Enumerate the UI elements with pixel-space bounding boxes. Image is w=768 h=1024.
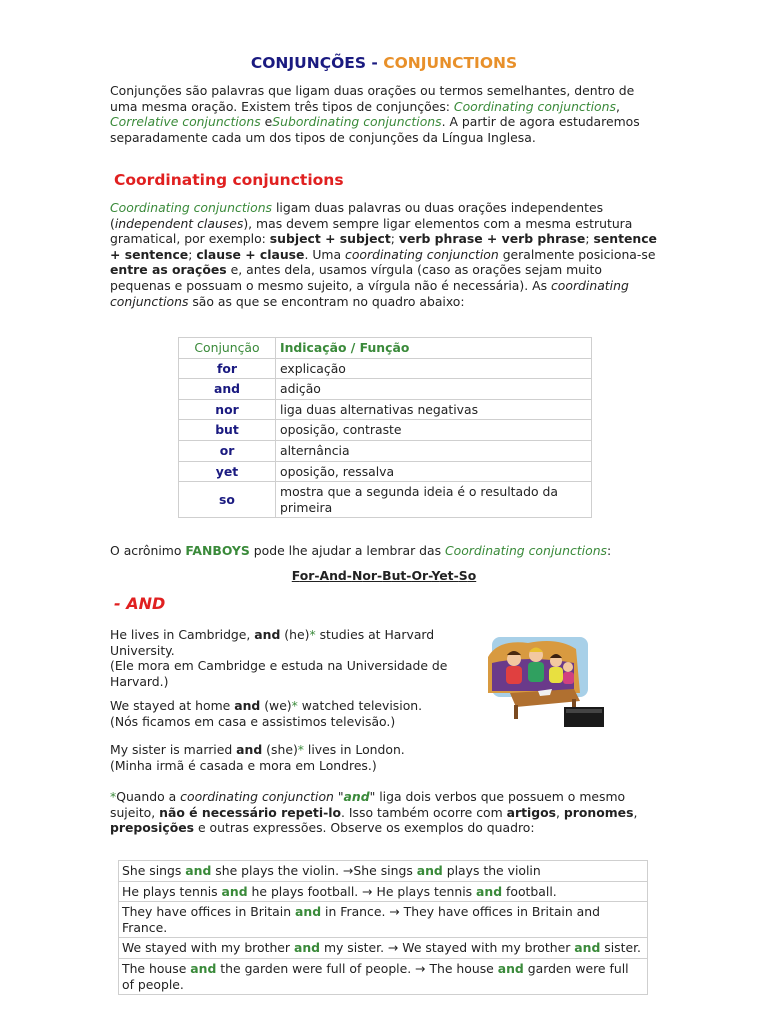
function-cell: explicação — [276, 358, 592, 379]
example-cell: We stayed with my brother and my sister. → We stayed with my brother and sister. — [119, 938, 648, 959]
function-cell: liga duas alternativas negativas — [276, 399, 592, 420]
example-cell: They have offices in Britain and in France. → They have offices in Britain and France. — [119, 902, 648, 938]
function-cell: adição — [276, 379, 592, 400]
function-cell: alternância — [276, 440, 592, 461]
table-row — [119, 938, 648, 959]
table-row — [119, 902, 648, 938]
table-row — [119, 861, 648, 882]
note-paragraph: *Quando a coordinating conjunction "and" liga dois verbos que possuem o mesmo sujeito, não é necessário repeti-lo. Isso também ocorre com artigos, pronomes, preposições e outras expressões. Observe os exemplos do quadro: — [110, 789, 638, 836]
fanboys-paragraph: O acrônimo FANBOYS pode lhe ajudar a lembrar das Coordinating conjunctions: — [110, 543, 612, 558]
table-row — [179, 358, 592, 379]
conjunction-cell: for — [179, 358, 276, 379]
example-cell: She sings and she plays the violin. →She sings and plays the violin — [119, 861, 648, 882]
fanboys-acronym: For-And-Nor-But-Or-Yet-So — [291, 568, 477, 583]
conjunction-cell: so — [179, 482, 276, 518]
example-3: My sister is married and (she)* lives in London. (Minha irmã é casada e mora em Londres.) — [110, 742, 405, 773]
example-cell: He plays tennis and he plays football. → He plays tennis and football. — [119, 881, 648, 902]
table-row — [179, 420, 592, 441]
example-2: We stayed at home and (we)* watched television. (Nós ficamos em casa e assistimos televisão.) — [110, 698, 423, 729]
example-cell: The house and the garden were full of people. → The house and garden were full of people. — [119, 958, 648, 994]
table-row — [179, 461, 592, 482]
function-cell: oposição, ressalva — [276, 461, 592, 482]
header-conjuncao: Conjunção — [179, 338, 276, 359]
table-row — [179, 399, 592, 420]
table-header-row — [179, 338, 592, 359]
function-cell: oposição, contraste — [276, 420, 592, 441]
section-heading-and: - AND — [114, 594, 166, 613]
conjunction-cell: or — [179, 440, 276, 461]
section-heading-coordinating: Coordinating conjunctions — [114, 171, 344, 189]
conjunction-cell: but — [179, 420, 276, 441]
conjunction-cell: nor — [179, 399, 276, 420]
example-1: He lives in Cambridge, and (he)* studies at Harvard University. (Ele mora em Cambridge e estuda na Universidade de Harvard.) — [110, 627, 448, 689]
conjunction-cell: and — [179, 379, 276, 400]
intro-paragraph: Conjunções são palavras que ligam duas orações ou termos semelhantes, dentro de uma mesma oração. Existem três tipos de conjunções: Coordinating conjunctions, Correlative conjunctions eSubordinating conjunctions. A partir de agora estudaremos separadamente cada um dos tipos de conjunções da Língua Inglesa. — [110, 83, 640, 145]
family-watching-tv-illustration — [488, 633, 606, 729]
header-indicacao: Indicação / Função — [276, 338, 592, 359]
title-portuguese: CONJUNÇÕES - — [250, 54, 384, 72]
examples-table — [118, 860, 648, 995]
table-row — [119, 881, 648, 902]
page-title — [110, 54, 658, 72]
conjunctions-table — [178, 337, 592, 518]
table-row — [179, 440, 592, 461]
conjunction-cell: yet — [179, 461, 276, 482]
coordinating-paragraph: Coordinating conjunctions ligam duas palavras ou duas orações independentes (independent clauses), mas devem sempre ligar elementos com a mesma estrutura gramatical, por exemplo: subject + subject; verb phrase + verb phrase; sentence + sentence; clause + clause. Uma coordinating conjunction geralmente posiciona-se entre as orações e, antes dela, usamos vírgula (caso as orações sejam muito pequenas e possuam o mesmo sujeito, a vírgula não é necessária). As coordinating conjunctions são as que se encontram no quadro abaixo: — [110, 200, 657, 309]
table-row — [119, 958, 648, 994]
function-cell: mostra que a segunda ideia é o resultado da primeira — [276, 482, 592, 518]
title-english: CONJUNCTIONS — [383, 54, 518, 72]
table-row — [179, 482, 592, 518]
table-row — [179, 379, 592, 400]
